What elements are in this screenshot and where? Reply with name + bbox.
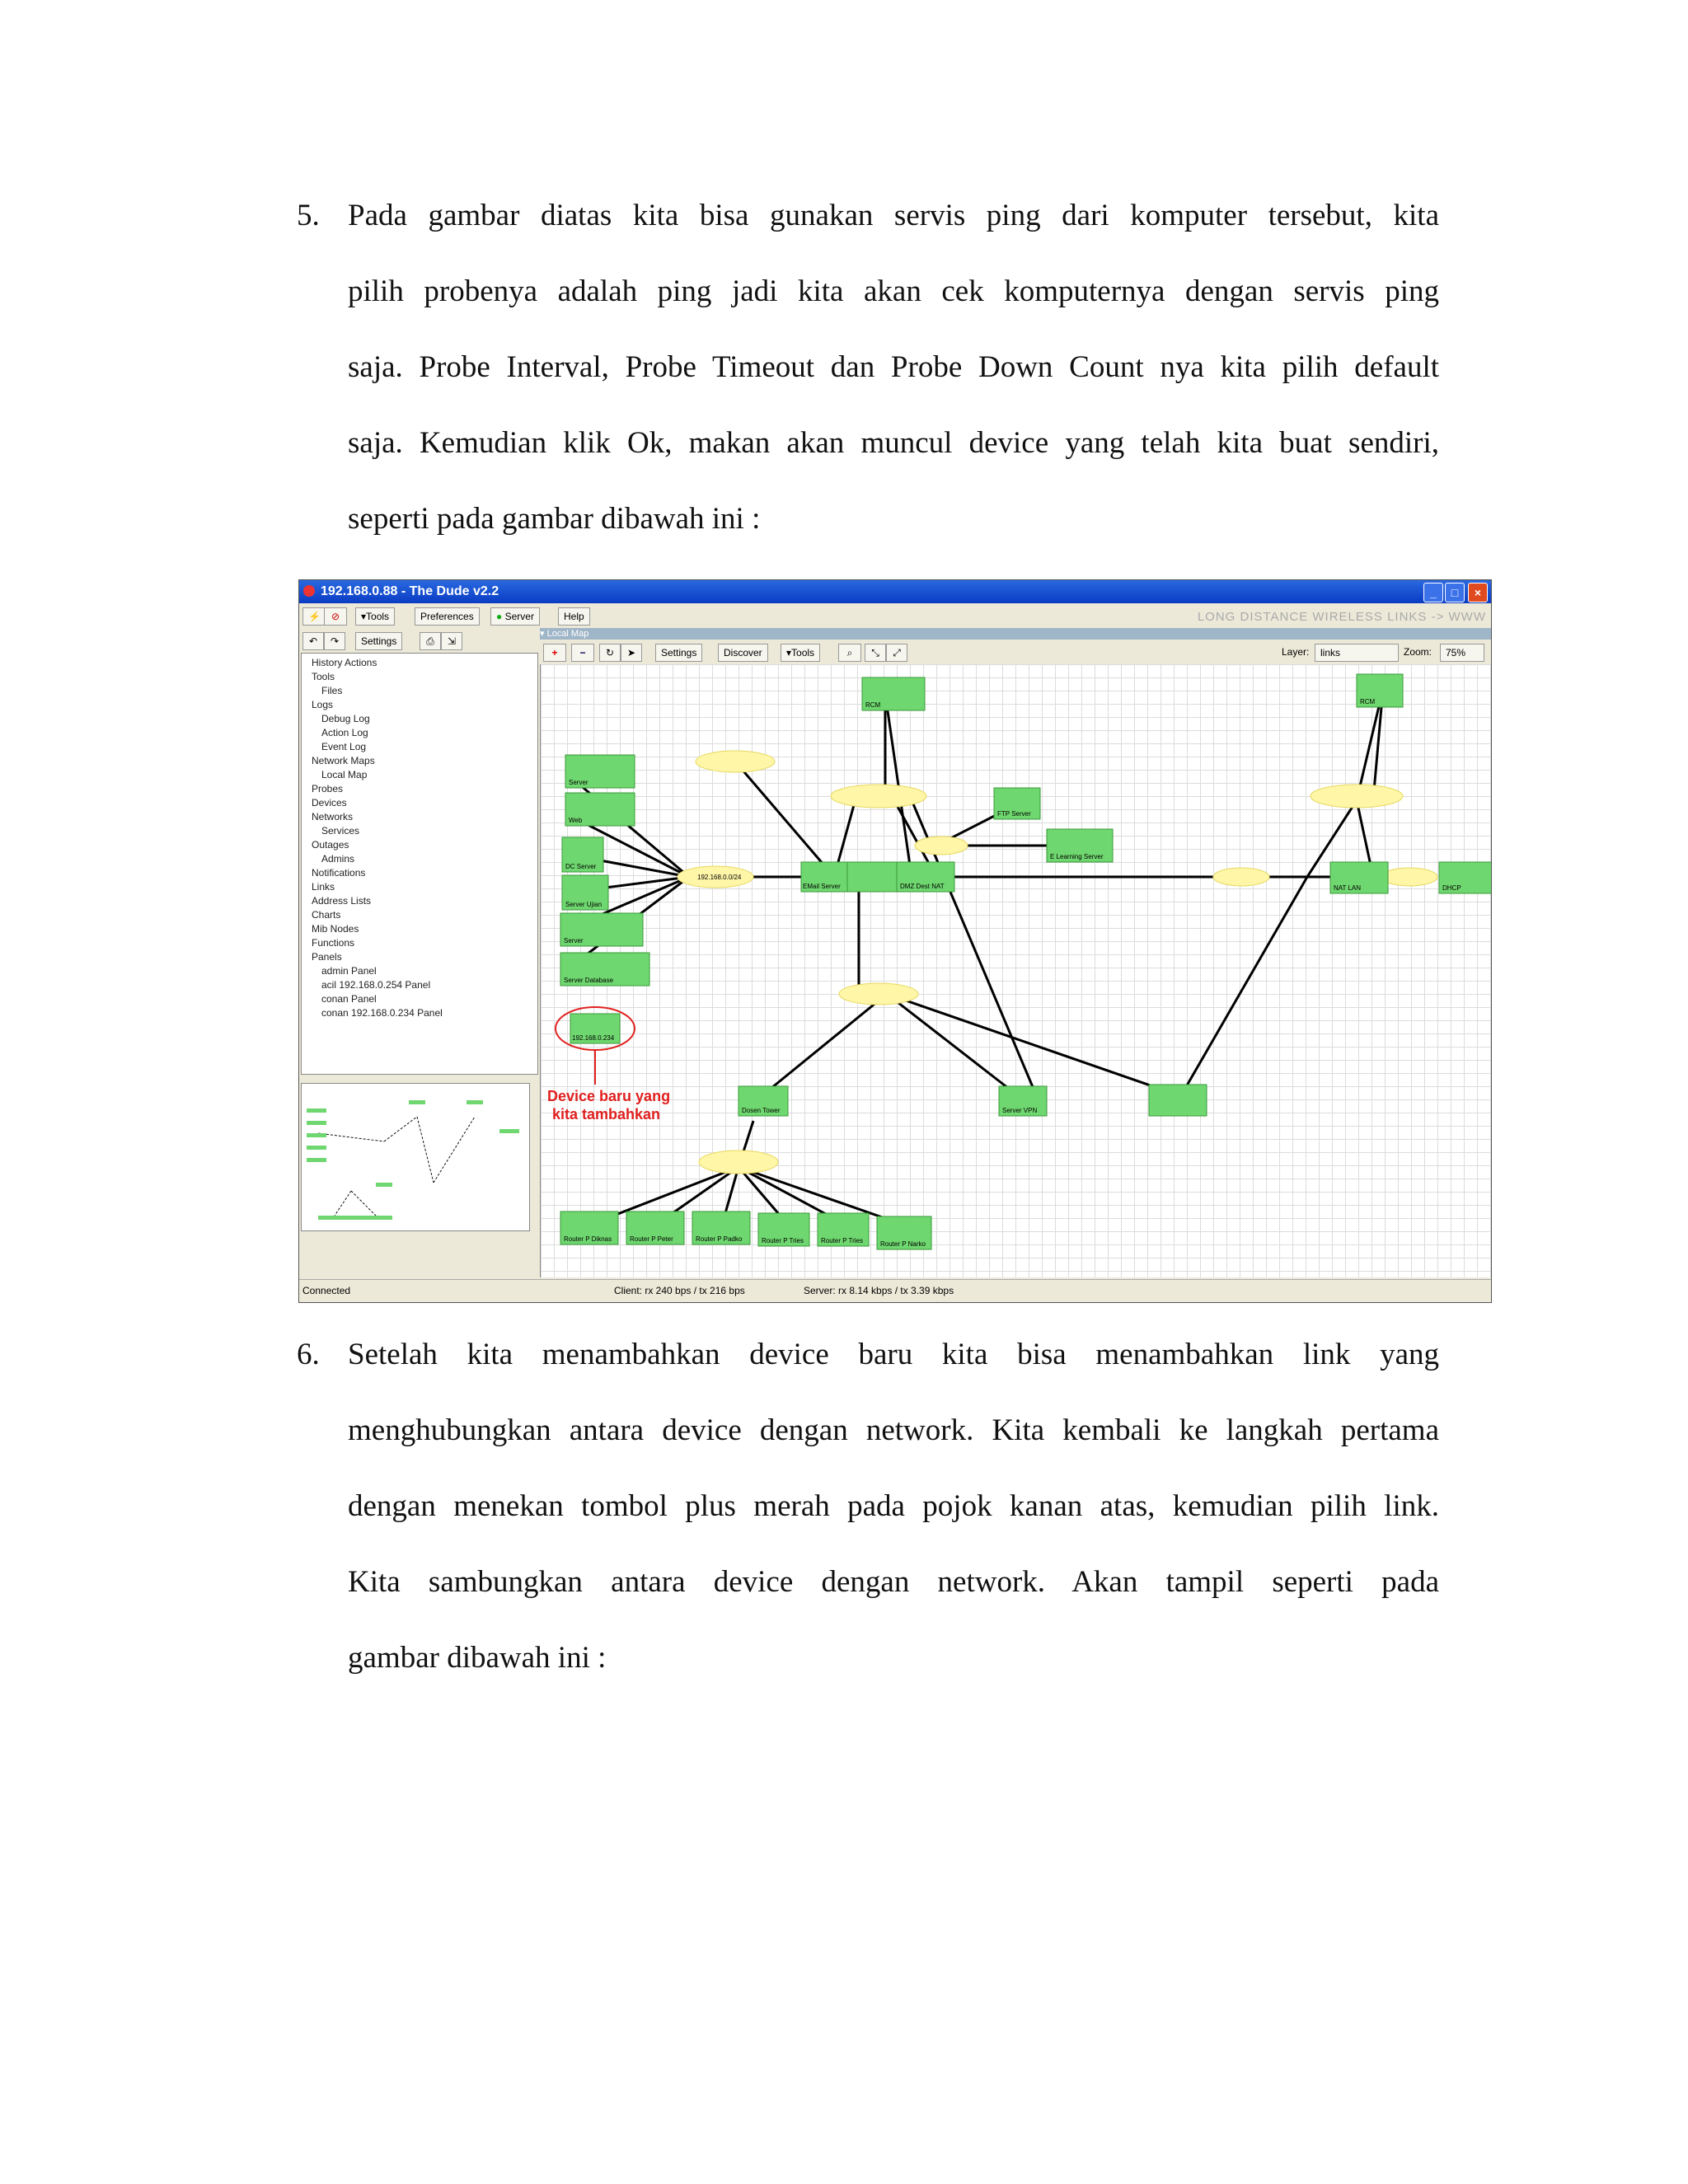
- hub-label: 192.168.0.0/24: [697, 874, 742, 881]
- devices: [547, 674, 1492, 1249]
- app-icon: [303, 585, 315, 597]
- maximize-button[interactable]: □: [1445, 583, 1465, 602]
- preferences-button[interactable]: Preferences: [415, 607, 480, 626]
- tree-item[interactable]: conan 192.168.0.234 Panel: [321, 1007, 443, 1019]
- tree-item[interactable]: Tools: [312, 671, 335, 682]
- tree-item[interactable]: Admins: [321, 853, 355, 865]
- device-nat-label: NAT LAN: [1334, 884, 1362, 892]
- tree-item[interactable]: Services: [321, 825, 360, 837]
- minimize-button[interactable]: _: [1423, 583, 1443, 602]
- refresh-icon[interactable]: ↻: [599, 644, 621, 662]
- item-number: 5.: [297, 199, 320, 232]
- binoculars-icon[interactable]: ⌕: [838, 644, 861, 662]
- text-line: saja. Kemudian klik Ok, makan akan muncul device yang telah kita buat sendiri,: [348, 426, 1439, 460]
- window-title: 192.168.0.88 - The Dude v2.2: [321, 584, 499, 598]
- tree-item[interactable]: Devices: [312, 797, 347, 808]
- import-icon[interactable]: ⇲: [441, 632, 462, 650]
- title-bar: [299, 580, 1491, 603]
- discover-button[interactable]: Discover: [718, 644, 768, 662]
- status-bar: [299, 1279, 1491, 1303]
- tree-item[interactable]: Links: [312, 881, 335, 893]
- device-dosen-label: Dosen Tower: [742, 1107, 781, 1114]
- tree-item[interactable]: Address Lists: [312, 895, 372, 907]
- map-settings-button[interactable]: Settings: [655, 644, 702, 662]
- device-rcm-top-label: RCM: [865, 701, 881, 709]
- tree-item[interactable]: Mib Nodes: [312, 923, 359, 935]
- status-client: Client: rx 240 bps / tx 216 bps: [614, 1285, 745, 1296]
- device-new-label: 192.168.0.234: [572, 1034, 615, 1042]
- device-router-6-label: Router P Narko: [880, 1240, 926, 1248]
- device-router-5-label: Router P Tries: [821, 1237, 863, 1244]
- text-line: Pada gambar diatas kita bisa gunakan servis ping dari komputer tersebut, kita: [348, 199, 1439, 232]
- undo-icon[interactable]: ↶: [302, 632, 324, 650]
- zoom-select[interactable]: 75%: [1440, 644, 1484, 662]
- pointer-icon[interactable]: ➤: [621, 644, 642, 662]
- device-ftp-label: FTP Server: [997, 810, 1031, 818]
- tree-item[interactable]: Panels: [312, 951, 342, 963]
- item-number: 6.: [297, 1338, 320, 1371]
- device-rcm-label: RCM: [1360, 698, 1376, 705]
- status-connection: Connected: [302, 1285, 351, 1296]
- lightning-icon[interactable]: ⚡: [302, 607, 326, 626]
- tree-item[interactable]: Action Log: [321, 727, 368, 738]
- status-server: Server: rx 8.14 kbps / tx 3.39 kbps: [804, 1285, 954, 1296]
- export-icon[interactable]: ⎙: [420, 632, 441, 650]
- tree-item[interactable]: Charts: [312, 909, 341, 921]
- left-toolbar: [299, 628, 540, 651]
- tree-item[interactable]: admin Panel: [321, 965, 377, 977]
- tree-item[interactable]: Local Map: [321, 769, 368, 780]
- device-router-4-label: Router P Tries: [762, 1237, 804, 1244]
- text-line: gambar dibawah ini :: [348, 1641, 607, 1675]
- navigation-tree: [301, 653, 538, 1075]
- device-vpn-label: Server VPN: [1002, 1107, 1038, 1114]
- device-router-3-label: Router P Padko: [696, 1235, 743, 1243]
- device-server-b-label: Server: [564, 937, 584, 944]
- tools-menu[interactable]: ▾Tools: [355, 607, 395, 626]
- links: [574, 689, 1423, 1225]
- device-router-1-label: Router P Diknas: [564, 1235, 612, 1243]
- annotation-line-1: Device baru yang: [547, 1088, 671, 1104]
- text-line: Setelah kita menambahkan device baru kita bisa menambahkan link yang: [348, 1338, 1439, 1371]
- minimap[interactable]: [301, 1083, 530, 1231]
- device-dhcp-label: DHCP: [1442, 884, 1461, 892]
- map-header[interactable]: ▾ Local Map: [540, 628, 1491, 640]
- close-button[interactable]: ×: [1468, 583, 1488, 602]
- settings-button[interactable]: Settings: [355, 632, 402, 650]
- device-email-label: EMail Server: [803, 883, 841, 890]
- stop-icon[interactable]: ⊘: [324, 607, 347, 626]
- tree-item[interactable]: acil 192.168.0.254 Panel: [321, 979, 431, 991]
- tree-item[interactable]: Outages: [312, 839, 349, 851]
- network-nodes: [678, 751, 1437, 1174]
- tree-item[interactable]: Logs: [312, 699, 334, 710]
- map-tools-menu[interactable]: ▾Tools: [781, 644, 820, 662]
- help-button[interactable]: Help: [558, 607, 590, 626]
- zoom-label: Zoom:: [1404, 646, 1432, 658]
- tree-item[interactable]: Event Log: [321, 741, 367, 752]
- tree-item[interactable]: Functions: [312, 937, 355, 949]
- dude-screenshot: [298, 579, 1492, 1303]
- device-elearning-label: E Learning Server: [1050, 853, 1104, 860]
- tree-item[interactable]: Files: [321, 685, 343, 696]
- device-dmz-label: DMZ Dest NAT: [900, 883, 945, 890]
- zoom-out-icon[interactable]: ⤢: [886, 644, 907, 662]
- tree-item[interactable]: Network Maps: [312, 755, 375, 766]
- minimap-graphic: [302, 1084, 529, 1230]
- text-line: menghubungkan antara device dengan network. Kita kembali ke langkah pertama: [348, 1413, 1439, 1447]
- device-dc-label: DC Server: [565, 863, 597, 870]
- device-center: [847, 862, 897, 892]
- annotation-line-2: kita tambahkan: [552, 1106, 661, 1122]
- layer-select[interactable]: links: [1315, 644, 1399, 662]
- map-toolbar: [540, 640, 1491, 664]
- layer-label: Layer:: [1282, 646, 1310, 658]
- network-map[interactable]: [540, 664, 1492, 1277]
- tree-item[interactable]: History Actions: [312, 657, 377, 668]
- tree-item[interactable]: Networks: [312, 811, 354, 823]
- server-status-icon: ●: [496, 611, 503, 622]
- remove-icon[interactable]: −: [571, 644, 594, 662]
- tree-item[interactable]: Probes: [312, 783, 344, 794]
- server-label: Server: [504, 611, 534, 622]
- device-web-label: Web: [569, 817, 583, 824]
- server-button[interactable]: [490, 607, 540, 626]
- text-line: pilih probenya adalah ping jadi kita akan cek komputernya dengan servis ping: [348, 274, 1439, 308]
- device-router-2-label: Router P Peter: [630, 1235, 673, 1243]
- device-right: [1149, 1085, 1207, 1116]
- device-server-label: Server: [569, 779, 588, 786]
- main-toolbar: [299, 603, 1491, 629]
- tree-item[interactable]: Debug Log: [321, 713, 370, 724]
- tree-item[interactable]: conan Panel: [321, 993, 377, 1005]
- text-line: dengan menekan tombol plus merah pada pojok kanan atas, kemudian pilih link.: [348, 1489, 1439, 1523]
- add-icon[interactable]: +: [543, 644, 566, 662]
- text-line: seperti pada gambar dibawah ini :: [348, 502, 761, 536]
- text-line: Kita sambungkan antara device dengan network. Akan tampil seperti pada: [348, 1565, 1439, 1599]
- text-line: saja. Probe Interval, Probe Timeout dan Probe Down Count nya kita pilih default: [348, 350, 1439, 384]
- device-database-label: Server Database: [564, 977, 614, 984]
- redo-icon[interactable]: ↷: [324, 632, 345, 650]
- banner-text: LONG DISTANCE WIRELESS LINKS -> WWW: [1197, 610, 1486, 624]
- tree-item[interactable]: Notifications: [312, 867, 366, 879]
- network-map-graphic: [541, 664, 1492, 1277]
- zoom-fit-icon[interactable]: ⤡: [865, 644, 886, 662]
- device-ujian-label: Server Ujian: [565, 901, 603, 908]
